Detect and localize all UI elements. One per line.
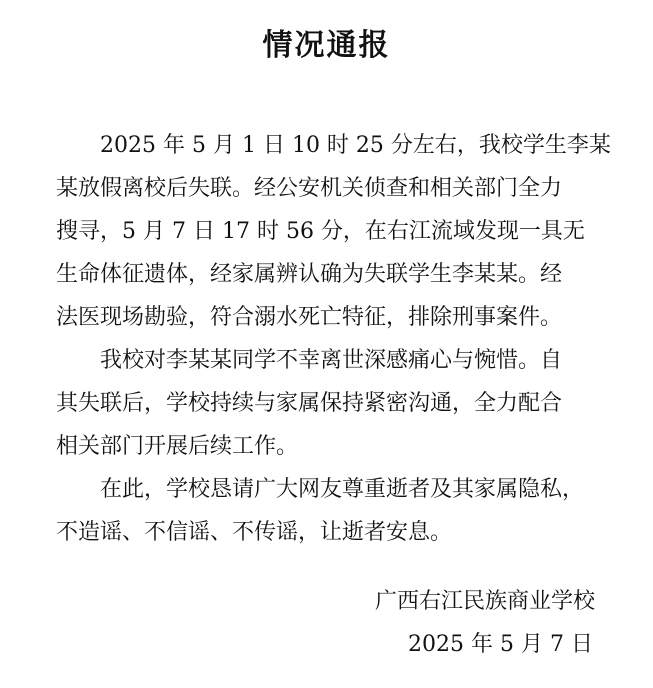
paragraph-line: 相关部门开展后续工作。 — [56, 434, 299, 459]
paragraph-2 — [56, 339, 604, 468]
signature-date: 2025 年 5 月 7 日 — [408, 632, 593, 657]
paragraph-line: 不造谣、不信谣、不传谣，让逝者安息。 — [56, 520, 453, 545]
paragraph-line: 我校对李某某同学不幸离世深感痛心与惋惜。自 — [100, 348, 563, 373]
signature-organization: 广西右江民族商业学校 — [374, 589, 595, 614]
document-body — [56, 124, 611, 554]
paragraph-line: 某放假离校后失联。经公安机关侦查和相关部门全力 — [56, 176, 563, 201]
paragraph-line: 生命体征遗体，经家属辨认确为失联学生李某某。经 — [56, 262, 563, 287]
signature-block — [375, 580, 595, 666]
paragraph-line: 搜寻，5 月 7 日 17 时 56 分，在右江流域发现一具无 — [56, 219, 585, 244]
paragraph-3 — [56, 468, 604, 554]
paragraph-line: 法医现场勘验，符合溺水死亡特征，排除刑事案件。 — [56, 305, 563, 330]
paragraph-line: 在此，学校恳请广大网友尊重逝者及其家属隐私， — [100, 477, 585, 502]
paragraph-line: 其失联后，学校持续与家属保持紧密沟通，全力配合 — [56, 391, 563, 416]
paragraph-1 — [56, 124, 611, 339]
paragraph-line: 2025 年 5 月 1 日 10 时 25 分左右，我校学生李某 — [100, 133, 611, 158]
document-title: 情况通报 — [262, 28, 391, 63]
